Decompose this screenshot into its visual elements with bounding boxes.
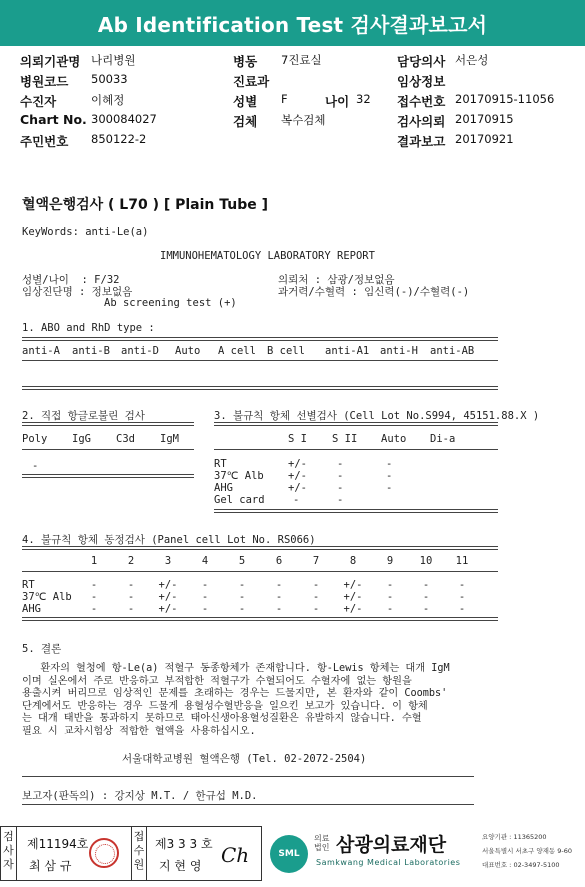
panel-cell-result: - (458, 591, 466, 603)
info-label: 주민번호 (20, 134, 69, 149)
sec1-header: A cell (218, 345, 256, 357)
info-label: 수진자 (20, 94, 57, 109)
sec1-title: 1. ABO and RhD type : (22, 322, 155, 334)
info-label: Chart No. (20, 112, 87, 127)
lab-report (0, 160, 585, 820)
panel-cell-result: +/- (343, 579, 363, 591)
info-label: 병원코드 (20, 74, 69, 89)
divider (22, 474, 194, 478)
sec3-header: S I (288, 433, 307, 445)
sec4-title: 4. 불규칙 항체 동정검사 (Panel cell Lot No. RS066) (22, 534, 316, 546)
sec3-cell: - (386, 458, 393, 470)
org-english-name: Samkwang Medical Laboratories (316, 858, 461, 867)
confirm-label-text: 접수원 (133, 830, 145, 871)
sec1-header: anti-D (121, 345, 159, 357)
info-label: 검체 (233, 114, 258, 129)
panel-cell-result: - (238, 591, 246, 603)
clinical-diagnosis: 임상진단명 : 정보없음 (22, 286, 133, 298)
panel-cell-result: +/- (158, 603, 178, 615)
org-prefix: 의료법인 (314, 834, 330, 852)
panel-cell-result: - (458, 603, 466, 615)
panel-cell-result: - (422, 591, 430, 603)
panel-cell-result: - (275, 579, 283, 591)
report-title: Ab Identification Test 검사결과보고서 (0, 0, 585, 46)
info-label: 병동 (233, 54, 258, 69)
confirm-label (131, 827, 147, 880)
sec2-header: Poly (22, 433, 48, 445)
org-phone: 대표번호 : 02-3497-5100 (482, 861, 560, 869)
sec3-cell: - (337, 458, 344, 470)
info-label: 성별 (233, 94, 258, 109)
panel-cell-result: - (201, 579, 209, 591)
panel-cell-header: 6 (275, 555, 283, 567)
age-value: 32 (356, 92, 371, 106)
panel-cell-result: - (127, 591, 135, 603)
info-value: 나리병원 (91, 53, 136, 67)
panel-cell-header: 7 (312, 555, 320, 567)
panel-cell-result: - (90, 579, 98, 591)
divider (22, 571, 498, 572)
divider (22, 386, 498, 390)
panel-cell-result: - (422, 579, 430, 591)
sec1-header: anti-A1 (325, 345, 370, 357)
referral: 의뢰처 : 삼광/정보없음 (278, 274, 395, 286)
panel-cell-result: - (238, 603, 246, 615)
panel-cell-result: - (201, 591, 209, 603)
info-value: 서은성 (455, 53, 489, 67)
seal-stamp (89, 838, 119, 868)
panel-cell-result: +/- (343, 603, 363, 615)
tester-number: 제11194호 (27, 837, 89, 851)
confirm-name: 지 현 영 (159, 859, 202, 873)
panel-cell-header: 10 (419, 555, 433, 567)
panel-cell-result: - (90, 591, 98, 603)
info-label: 접수번호 (397, 94, 446, 109)
patient-sex-age: 성별/나이 : F/32 (22, 274, 120, 286)
sec3-cell: - (293, 494, 300, 506)
tester-label (1, 827, 17, 880)
tester-name: 최 삼 규 (29, 859, 72, 873)
sec3-cell: - (386, 470, 393, 482)
panel-cell-header: 11 (455, 555, 469, 567)
tester-label-text: 검사자 (3, 830, 14, 871)
panel-cell-header: 2 (127, 555, 135, 567)
sec3-cell: - (337, 470, 344, 482)
divider (22, 776, 474, 777)
sec3-row-label: Gel card (214, 494, 265, 506)
panel-row-label: 37℃ Alb (22, 591, 72, 603)
panel-cell-result: - (238, 579, 246, 591)
signature-footer (0, 826, 585, 887)
info-label: 담당의사 (397, 54, 446, 69)
info-value: 850122-2 (91, 132, 147, 146)
divider (214, 422, 498, 426)
divider (22, 360, 498, 361)
keywords: KeyWords: anti-Le(a) (22, 226, 149, 238)
org-address: 서울특별시 서초구 양재동 9-60 (482, 847, 573, 855)
panel-cell-result: - (458, 579, 466, 591)
sec2-header: IgG (72, 433, 91, 445)
sec3-row-label: AHG (214, 482, 233, 494)
sec3-cell: +/- (288, 470, 307, 482)
history: 과거력/수혈력 : 임신력(-)/수혈력(-) (278, 286, 470, 298)
sec3-header: S II (332, 433, 358, 445)
panel-cell-result: - (386, 591, 394, 603)
info-value: 20170915-11056 (455, 92, 555, 106)
confirm-number: 제3 3 3 호 (155, 837, 213, 851)
panel-cell-result: - (422, 603, 430, 615)
divider (22, 804, 474, 805)
sec3-cell: +/- (288, 482, 307, 494)
info-value: 50033 (91, 72, 128, 86)
panel-cell-result: +/- (343, 591, 363, 603)
panel-cell-result: - (275, 603, 283, 615)
org-code: 요양기관 : 11365200 (482, 833, 547, 841)
panel-cell-header: 9 (386, 555, 394, 567)
sec1-header: anti-A (22, 345, 60, 357)
sec3-row-label: 37℃ Alb (214, 470, 264, 482)
divider (22, 546, 498, 550)
info-label: 의뢰기관명 (20, 54, 81, 69)
panel-cell-result: - (275, 591, 283, 603)
panel-cell-result: - (386, 579, 394, 591)
tester-box (0, 826, 262, 881)
panel-cell-result: - (90, 603, 98, 615)
panel-cell-header: 5 (238, 555, 246, 567)
panel-cell-result: +/- (158, 579, 178, 591)
panel-cell-result: +/- (158, 591, 178, 603)
panel-cell-header: 1 (90, 555, 98, 567)
sec2-header: C3d (116, 433, 135, 445)
divider (22, 422, 194, 426)
sec1-header: B cell (267, 345, 305, 357)
hospital-contact: 서울대학교병원 혈액은행 (Tel. 02-2072-2504) (122, 753, 367, 765)
panel-cell-header: 3 (164, 555, 172, 567)
panel-row-label: RT (22, 579, 35, 591)
sec1-header: anti-AB (430, 345, 475, 357)
screening-result: Ab screening test (+) (104, 297, 237, 309)
sec3-header: Di-a (430, 433, 456, 445)
panel-cell-result: - (312, 603, 320, 615)
info-label: 결과보고 (397, 134, 446, 149)
signature: Ch (221, 843, 250, 867)
panel-cell-result: - (386, 603, 394, 615)
panel-cell-header: 8 (349, 555, 357, 567)
info-value: F (281, 92, 288, 106)
sml-logo-icon: SML (270, 835, 308, 873)
sec3-cell: - (337, 482, 344, 494)
report-heading: IMMUNOHEMATOLOGY LABORATORY REPORT (160, 250, 375, 262)
divider (22, 337, 498, 341)
sec3-row-label: RT (214, 458, 227, 470)
sec2-title: 2. 직접 항글로불린 검사 (22, 410, 145, 422)
org-name: 삼광의료재단 (336, 834, 447, 856)
sec1-header: Auto (175, 345, 201, 357)
info-value: 20170915 (455, 112, 514, 126)
divider (214, 449, 498, 450)
age-label: 나이 (325, 94, 350, 109)
info-label: 검사의뢰 (397, 114, 446, 129)
sec3-cell: - (386, 482, 393, 494)
sec3-header: Auto (381, 433, 407, 445)
sec5-title: 5. 결론 (22, 643, 62, 655)
conclusion-text: 환자의 혈청에 항-Le(a) 적혈구 동종항체가 존재합니다. 항-Lewis 항체는 대개 IgM 이며 실온에서 주로 반응하고 부적합한 적혈구가 수혈되어도 수혈자에 없는 항원을 용출시켜 버리므로 임상적인 문제를 초래하는 경우는 드물지만, 본 환자와 같이 Coombs' 단계에서도 반응하는 경우 드물게 용혈성수혈반응을 일으킨 보고가 있습니다. 이 항체 는 대개 태반을 통과하지 못하므로 태아신생아용혈성질환은 유발하지 않습니다. 수혈 필요 시 교차시험상 적합한 혈액을 사용하십시오. (22, 663, 450, 737)
sec1-header: anti-H (380, 345, 418, 357)
info-value: 300084027 (91, 112, 157, 126)
sec3-cell: - (337, 494, 344, 506)
panel-cell-result: - (312, 591, 320, 603)
reporter: 보고자(판독의) : 강지상 M.T. / 한규섭 M.D. (22, 790, 258, 802)
panel-cell-result: - (312, 579, 320, 591)
report-section-title: 혈액은행검사 ( L70 ) [ Plain Tube ] (22, 197, 269, 213)
info-label: 진료과 (233, 74, 270, 89)
panel-cell-result: - (127, 603, 135, 615)
panel-cell-result: - (201, 603, 209, 615)
sec3-title: 3. 불규칙 항체 선별검사 (Cell Lot No.S994, 45151.88.X ) (214, 410, 540, 422)
sec3-cell: +/- (288, 458, 307, 470)
sec1-header: anti-B (72, 345, 110, 357)
info-value: 이혜정 (91, 93, 125, 107)
panel-row-label: AHG (22, 603, 41, 615)
panel-cell-header: 4 (201, 555, 209, 567)
info-value: 20170921 (455, 132, 514, 146)
sec2-header: IgM (160, 433, 179, 445)
panel-cell-result: - (127, 579, 135, 591)
info-label: 임상정보 (397, 74, 446, 89)
info-value: 7진료실 (281, 53, 322, 67)
divider (22, 617, 498, 621)
divider (22, 449, 194, 450)
divider (214, 509, 498, 513)
sec2-value: - (32, 460, 39, 472)
info-value: 복수검체 (281, 113, 326, 127)
